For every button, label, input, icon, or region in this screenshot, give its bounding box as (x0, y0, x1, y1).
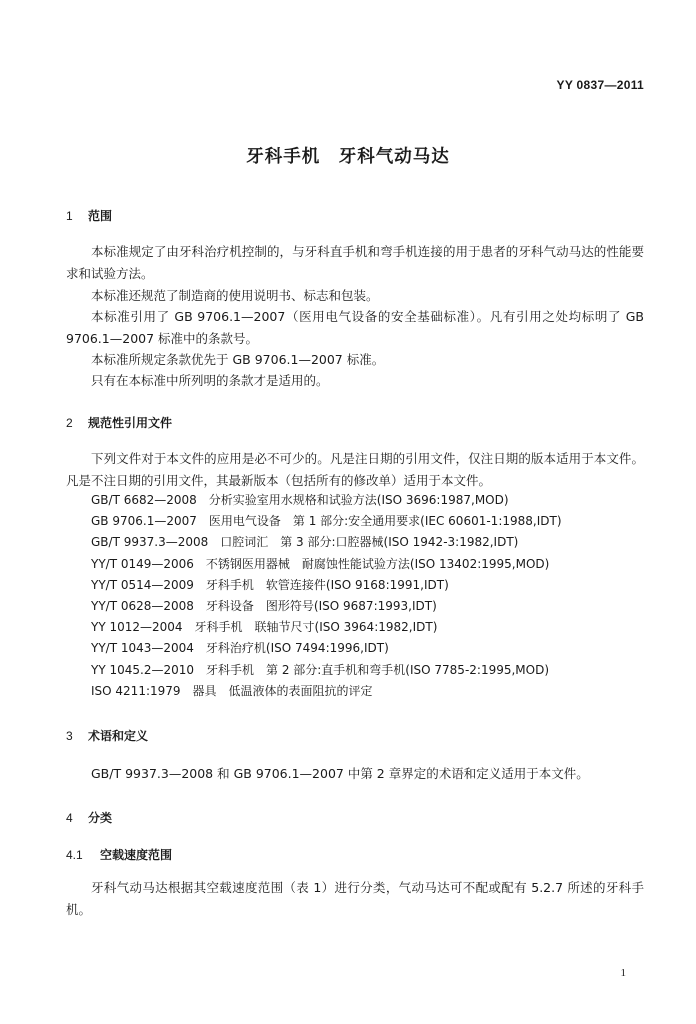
paragraph: 牙科气动马达根据其空载速度范围（表 1）进行分类，气动马达可不配或配有 5.2.7 所述的牙科手机。 (66, 880, 644, 917)
subsection-4-1-heading (66, 846, 172, 863)
section-2-heading (66, 414, 172, 431)
section-title: 范围 (88, 209, 113, 223)
reference-item: YY/T 0628—2008 牙科设备 图形符号(ISO 9687:1993,IDT) (91, 598, 437, 613)
section-title: 术语和定义 (88, 729, 149, 743)
section-3-heading (66, 727, 148, 744)
page-number: 1 (620, 967, 626, 979)
reference-item: YY 1012—2004 牙科手机 联轴节尺寸(ISO 3964:1982,IDT) (91, 620, 438, 635)
section-1-heading (66, 207, 112, 224)
section-number: 1 (66, 209, 73, 223)
reference-item: GB 9706.1—2007 医用电气设备 第 1 部分:安全通用要求(IEC 60601-1:1988,IDT) (91, 514, 562, 529)
section-4-heading (66, 809, 112, 826)
reference-item: ISO 4211:1979 器具 低温液体的表面阻抗的评定 (91, 683, 373, 698)
document-title: 牙科手机 牙科气动马达 (246, 147, 450, 167)
reference-item: YY/T 1043—2004 牙科治疗机(ISO 7494:1996,IDT) (91, 641, 389, 656)
reference-item: GB/T 6682—2008 分析实验室用水规格和试验方法(ISO 3696:1987,MOD) (91, 493, 509, 507)
paragraph: 本标准所规定条款优先于 GB 9706.1—2007 标准。 (91, 352, 385, 367)
section-title: 规范性引用文件 (88, 416, 173, 430)
reference-item: YY/T 0514—2009 牙科手机 软管连接件(ISO 9168:1991,IDT) (91, 577, 449, 592)
paragraph: 本标准引用了 GB 9706.1—2007（医用电气设备的安全基础标准）。凡有引用之处均标明了 GB 9706.1—2007 标准中的条款号。 (66, 309, 644, 346)
paragraph: GB/T 9937.3—2008 和 GB 9706.1—2007 中第 2 章界定的术语和定义适用于本文件。 (91, 766, 589, 781)
section-title: 空载速度范围 (100, 848, 173, 862)
reference-item: YY/T 0149—2006 不锈钢医用器械 耐腐蚀性能试验方法(ISO 13402:1995,MOD) (91, 556, 550, 571)
section-number: 2 (66, 416, 73, 430)
paragraph: 只有在本标准中所列明的条款才是适用的。 (91, 373, 329, 388)
reference-item: YY 1045.2—2010 牙科手机 第 2 部分:直手机和弯手机(ISO 7785-2:1995,MOD) (91, 662, 550, 677)
paragraph: 本标准规定了由牙科治疗机控制的，与牙科直手机和弯手机连接的用于患者的牙科气动马达的性能要求和试验方法。 (66, 244, 644, 281)
reference-item: GB/T 9937.3—2008 口腔词汇 第 3 部分:口腔器械(ISO 1942-3:1982,IDT) (91, 535, 519, 550)
paragraph: 下列文件对于本文件的应用是必不可少的。凡是注日期的引用文件，仅注日期的版本适用于本文件。凡是不注日期的引用文件，其最新版本（包括所有的修改单）适用于本文件。 (66, 451, 644, 488)
section-number: 3 (66, 729, 73, 743)
section-number: 4.1 (66, 848, 83, 862)
standard-number: YY 0837—2011 (556, 78, 644, 92)
section-title: 分类 (88, 811, 113, 825)
paragraph: 本标准还规范了制造商的使用说明书、标志和包装。 (91, 288, 379, 303)
reference-list (91, 490, 562, 702)
section-number: 4 (66, 811, 73, 825)
